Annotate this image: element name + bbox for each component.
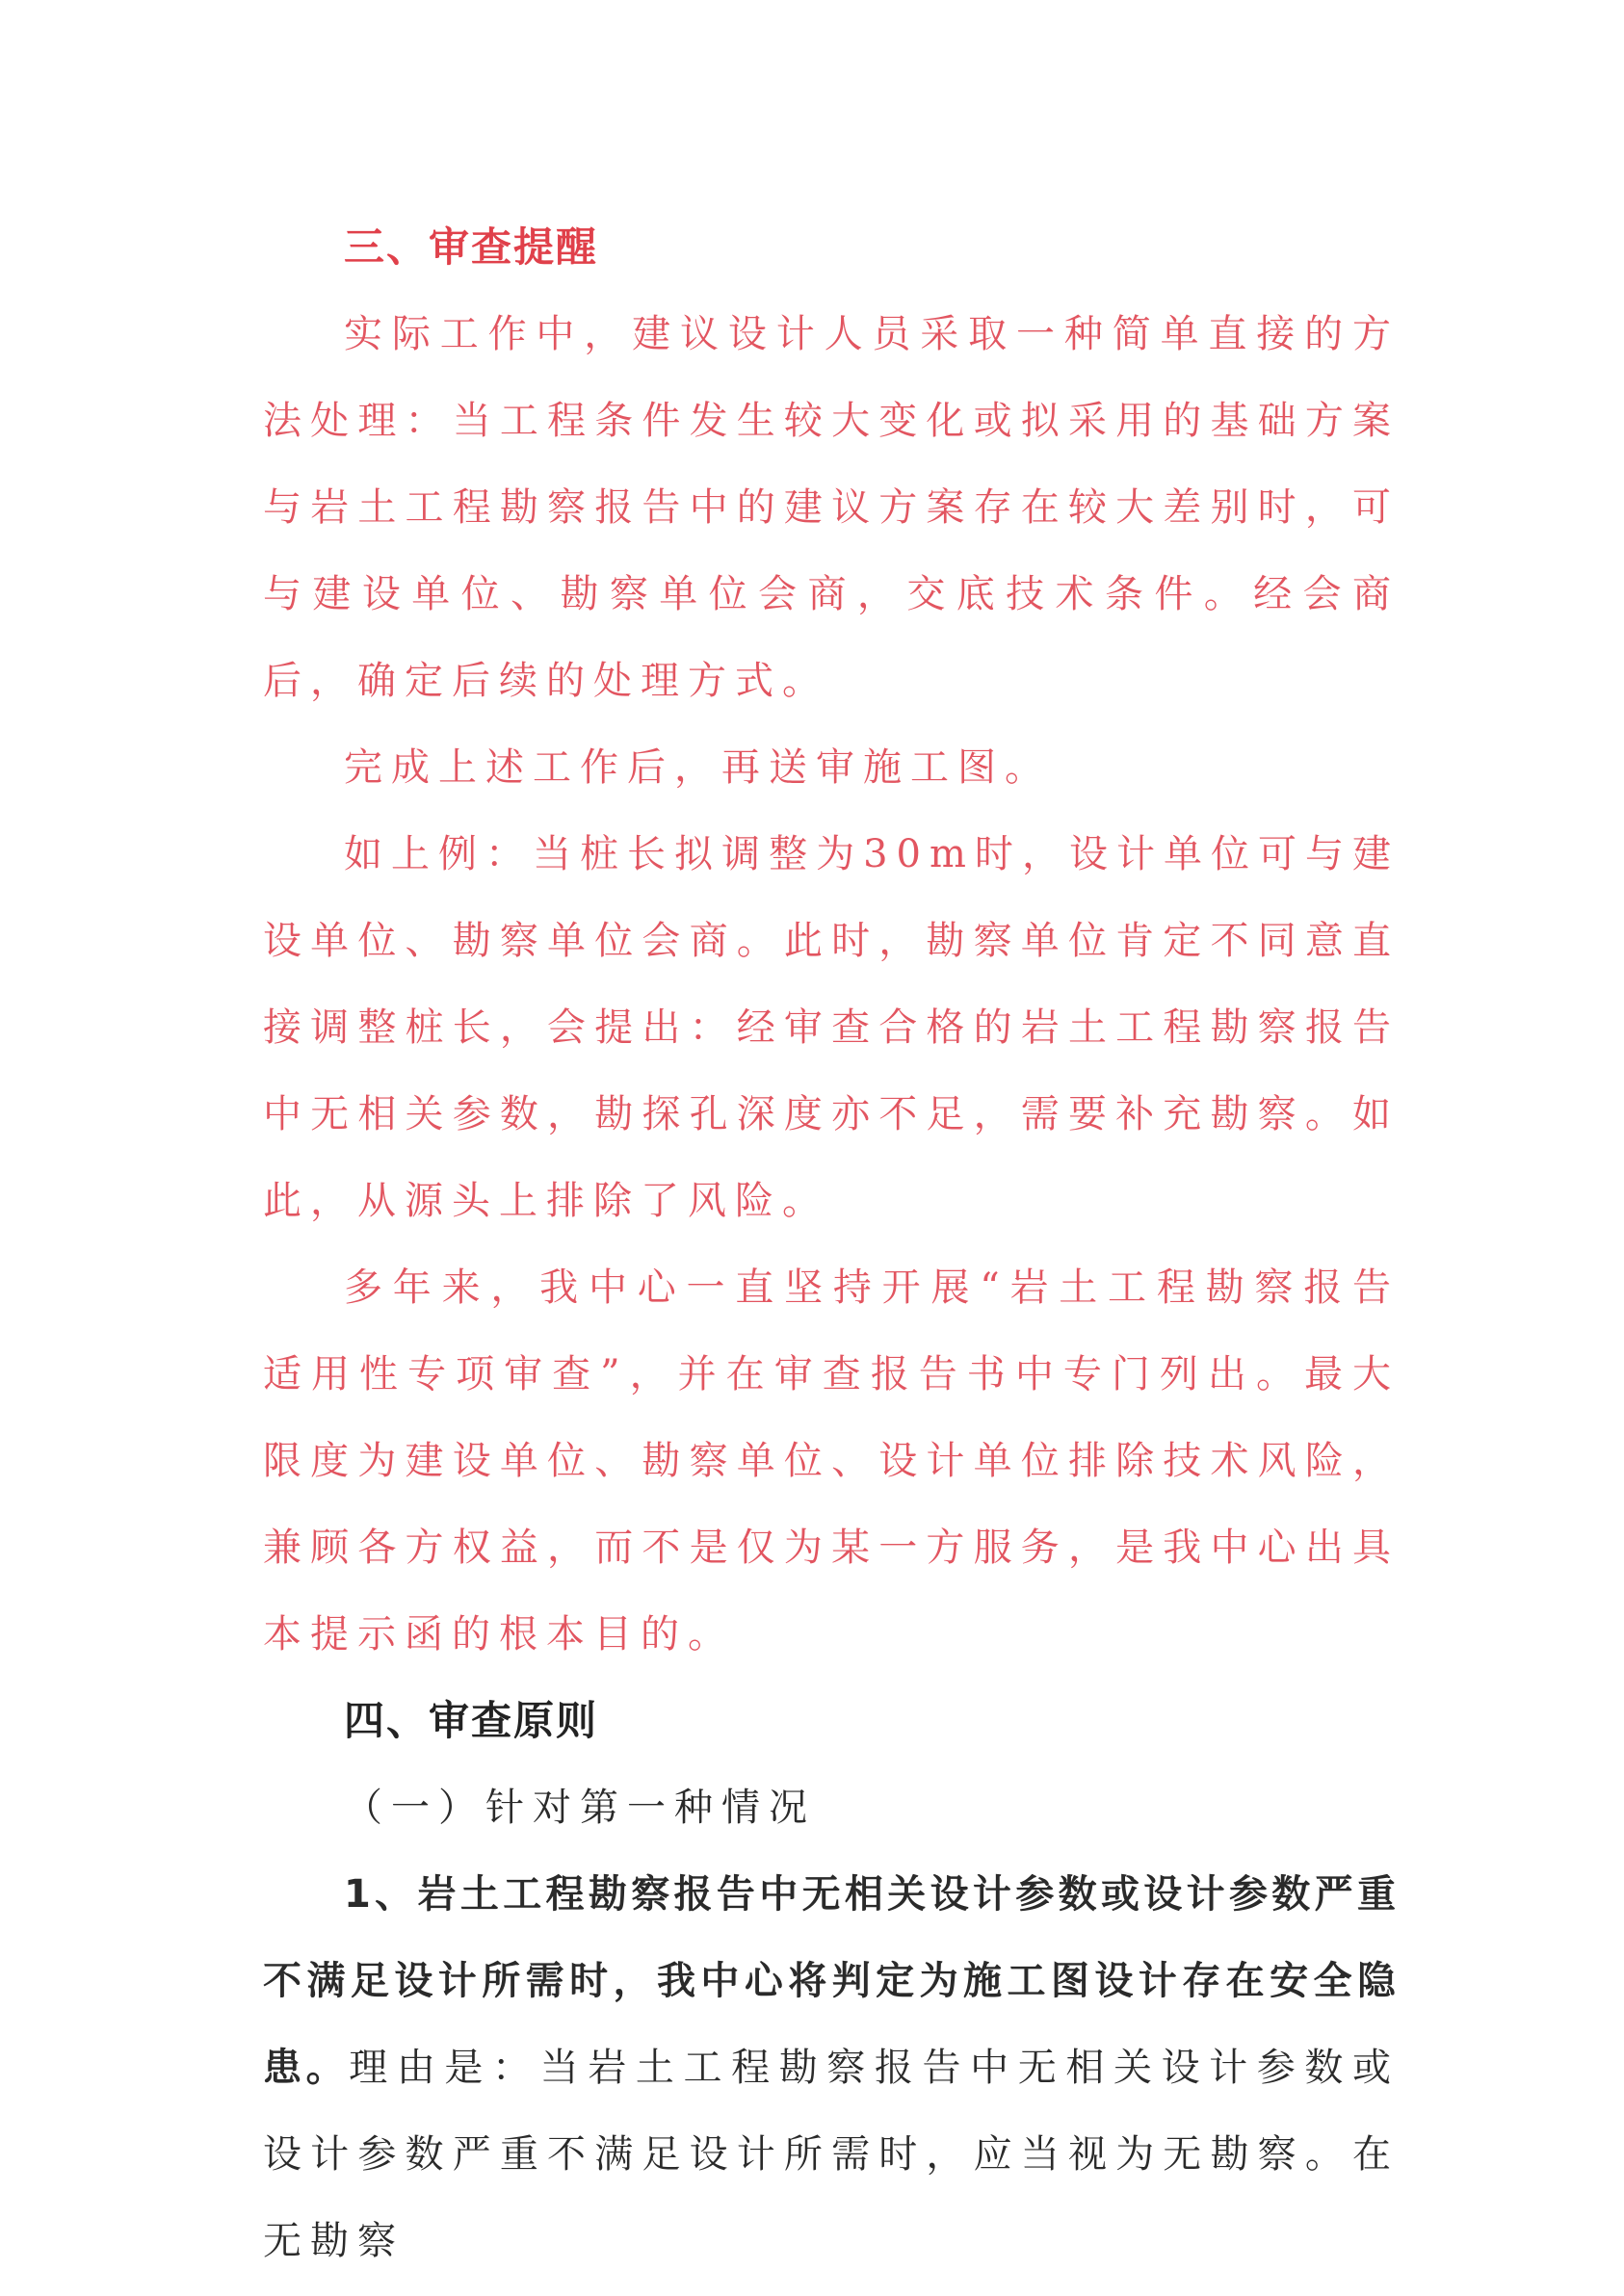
section-3-paragraph-3: 如上例：当桩长拟调整为30m时，设计单位可与建设单位、勘察单位会商。此时，勘察单位肯定不同意直接调整桩长，会提出：经审查合格的岩土工程勘察报告中无相关参数，勘探孔深度亦不足，需要补充勘察。如此，从源头上排除了风险。 (263, 832, 1400, 1223)
document-body (263, 204, 1400, 2284)
section-4-item-1-body: 理由是：当岩土工程勘察报告中无相关设计参数或设计参数严重不满足设计所需时，应当视为无勘察。在无勘察 (263, 2046, 1401, 2263)
section-4-item-1 (263, 1851, 1400, 2284)
section-3-paragraph-1: 实际工作中，建议设计人员采取一种简单直接的方法处理：当工程条件发生较大变化或拟采用的基础方案与岩土工程勘察报告中的建议方案存在较大差别时，可与建设单位、勘察单位会商，交底技术条件。经会商后，确定后续的处理方式。 (263, 312, 1400, 703)
section-4-subheading: （一）针对第一种情况 (344, 1786, 816, 1830)
section-3-heading: 三、审查提醒 (344, 223, 599, 271)
section-3-paragraph-4: 多年来，我中心一直坚持开展“岩土工程勘察报告适用性专项审查”，并在审查报告书中专门列出。最大限度为建设单位、勘察单位、设计单位排除技术风险，兼顾各方权益，而不是仅为某一方服务，是我中心出具本提示函的根本目的。 (263, 1265, 1400, 1657)
section-4-heading: 四、审查原则 (344, 1697, 599, 1744)
section-3-paragraph-2: 完成上述工作后，再送审施工图。 (344, 745, 1052, 790)
section-4-item-1-emphasis: 1、岩土工程勘察报告中无相关设计参数或设计参数严重不满足设计所需时，我中心将判定为施工图设计存在安全隐患。 (263, 1872, 1400, 2090)
